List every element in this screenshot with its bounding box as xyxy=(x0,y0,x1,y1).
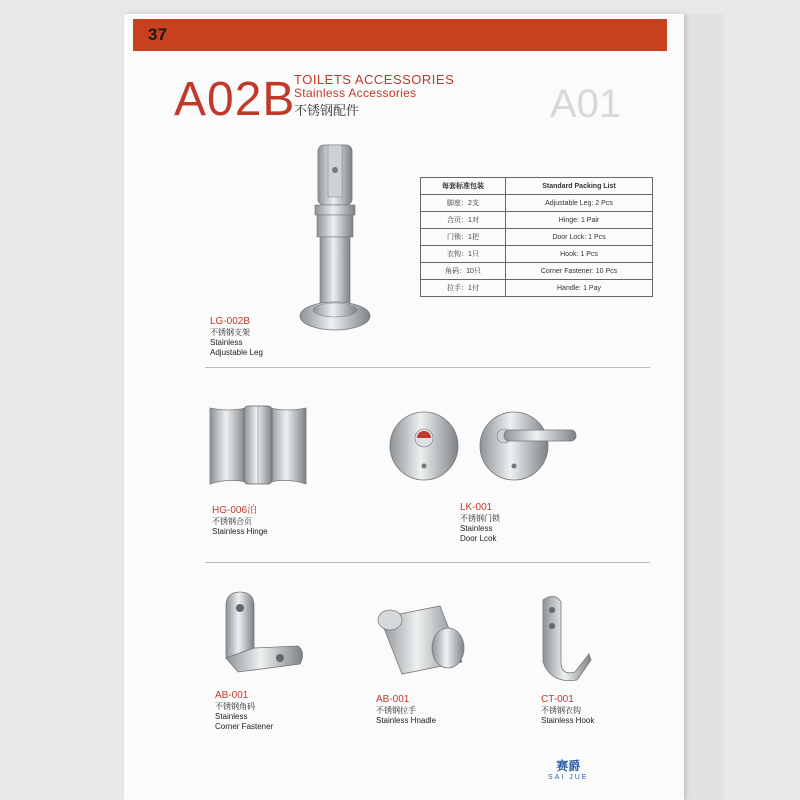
product-model: LG-002B xyxy=(210,316,251,327)
page-number-badge: 37 xyxy=(133,19,667,51)
adjustable-leg-image xyxy=(290,140,380,340)
cell-en: Door Lock: 1 Pcs xyxy=(506,229,653,246)
product-name-cn: 不锈钢角码 xyxy=(215,702,255,711)
next-page-edge xyxy=(684,14,724,800)
product-name-en: Stainless Hook xyxy=(541,716,595,725)
product-name-cn: 不锈钢衣钩 xyxy=(541,706,581,715)
door-lock-image xyxy=(386,408,586,488)
product-name-cn: 不锈钢支架 xyxy=(210,328,250,337)
cell-cn: 衣钩：1只 xyxy=(421,246,506,263)
table-row xyxy=(421,229,653,246)
standard-packing-list-table xyxy=(420,177,653,297)
series-title-line3: 不锈钢配件 xyxy=(294,103,360,118)
product-label-adjustable-leg xyxy=(210,316,263,358)
cell-en: Handle: 1 Pay xyxy=(506,280,653,297)
ghost-show-through-code: A01 xyxy=(550,82,622,126)
product-name-cn: 不锈钢拉手 xyxy=(376,706,416,715)
product-name-en: Stainless xyxy=(460,524,493,533)
table-row xyxy=(421,195,653,212)
product-model: AB-001 xyxy=(215,690,249,701)
section-divider xyxy=(205,367,650,368)
product-label-handle xyxy=(376,694,436,726)
product-label-corner-fastener xyxy=(215,690,273,732)
product-name-en: Stainless xyxy=(210,338,243,347)
product-name-en: Stainless Hinge xyxy=(212,527,268,536)
column-header-cn: 每套标准包装 xyxy=(421,178,506,195)
cell-en: Hinge: 1 Pair xyxy=(506,212,653,229)
product-model: LK-001 xyxy=(460,502,493,513)
product-model: CT-001 xyxy=(541,694,574,705)
product-name-cn: 不锈钢合页 xyxy=(212,517,252,526)
section-divider xyxy=(205,562,650,563)
cell-en: Adjustable Leg: 2 Pcs xyxy=(506,195,653,212)
product-name-cn: 不锈钢门锁 xyxy=(460,514,500,523)
table-row xyxy=(421,280,653,297)
table-row xyxy=(421,263,653,280)
product-name-en-2: Door Lcok xyxy=(460,534,497,543)
cell-cn: 合页：1对 xyxy=(421,212,506,229)
brand-name-en: SAI JUE xyxy=(548,774,589,781)
corner-fastener-image xyxy=(218,588,308,678)
product-model: HG-006泊 xyxy=(212,505,258,516)
cell-cn: 门锁：1把 xyxy=(421,229,506,246)
cell-cn: 脚座：2支 xyxy=(421,195,506,212)
brand-logo xyxy=(548,760,588,784)
hook-image xyxy=(535,592,595,682)
cell-en: Corner Fastener: 10 Pcs xyxy=(506,263,653,280)
table-header-row xyxy=(421,178,653,195)
series-code: A02B xyxy=(174,73,296,126)
product-name-en-2: Corner Fastener xyxy=(215,722,274,731)
handle-image xyxy=(370,598,470,678)
product-label-hinge xyxy=(212,505,268,537)
product-name-en-2: Adjustable Leg xyxy=(210,348,263,357)
brand-name-cn: 赛爵 xyxy=(556,759,581,773)
table-row xyxy=(421,212,653,229)
product-model: AB-001 xyxy=(376,694,410,705)
column-header-en: Standard Packing List xyxy=(506,178,653,195)
table-row xyxy=(421,246,653,263)
cell-en: Hook: 1 Pcs xyxy=(506,246,653,263)
hinge-image xyxy=(208,402,308,492)
series-title-line2: Stainless Accessories xyxy=(294,86,417,100)
cell-cn: 拉手：1付 xyxy=(421,280,506,297)
series-title-line1: TOILETS ACCESSORIES xyxy=(294,72,455,87)
product-label-hook xyxy=(541,694,594,726)
cell-cn: 角码：10只 xyxy=(421,263,506,280)
product-name-en: Stainless Hnadle xyxy=(376,716,437,725)
product-label-door-lock xyxy=(460,502,500,544)
product-name-en: Stainless xyxy=(215,712,248,721)
